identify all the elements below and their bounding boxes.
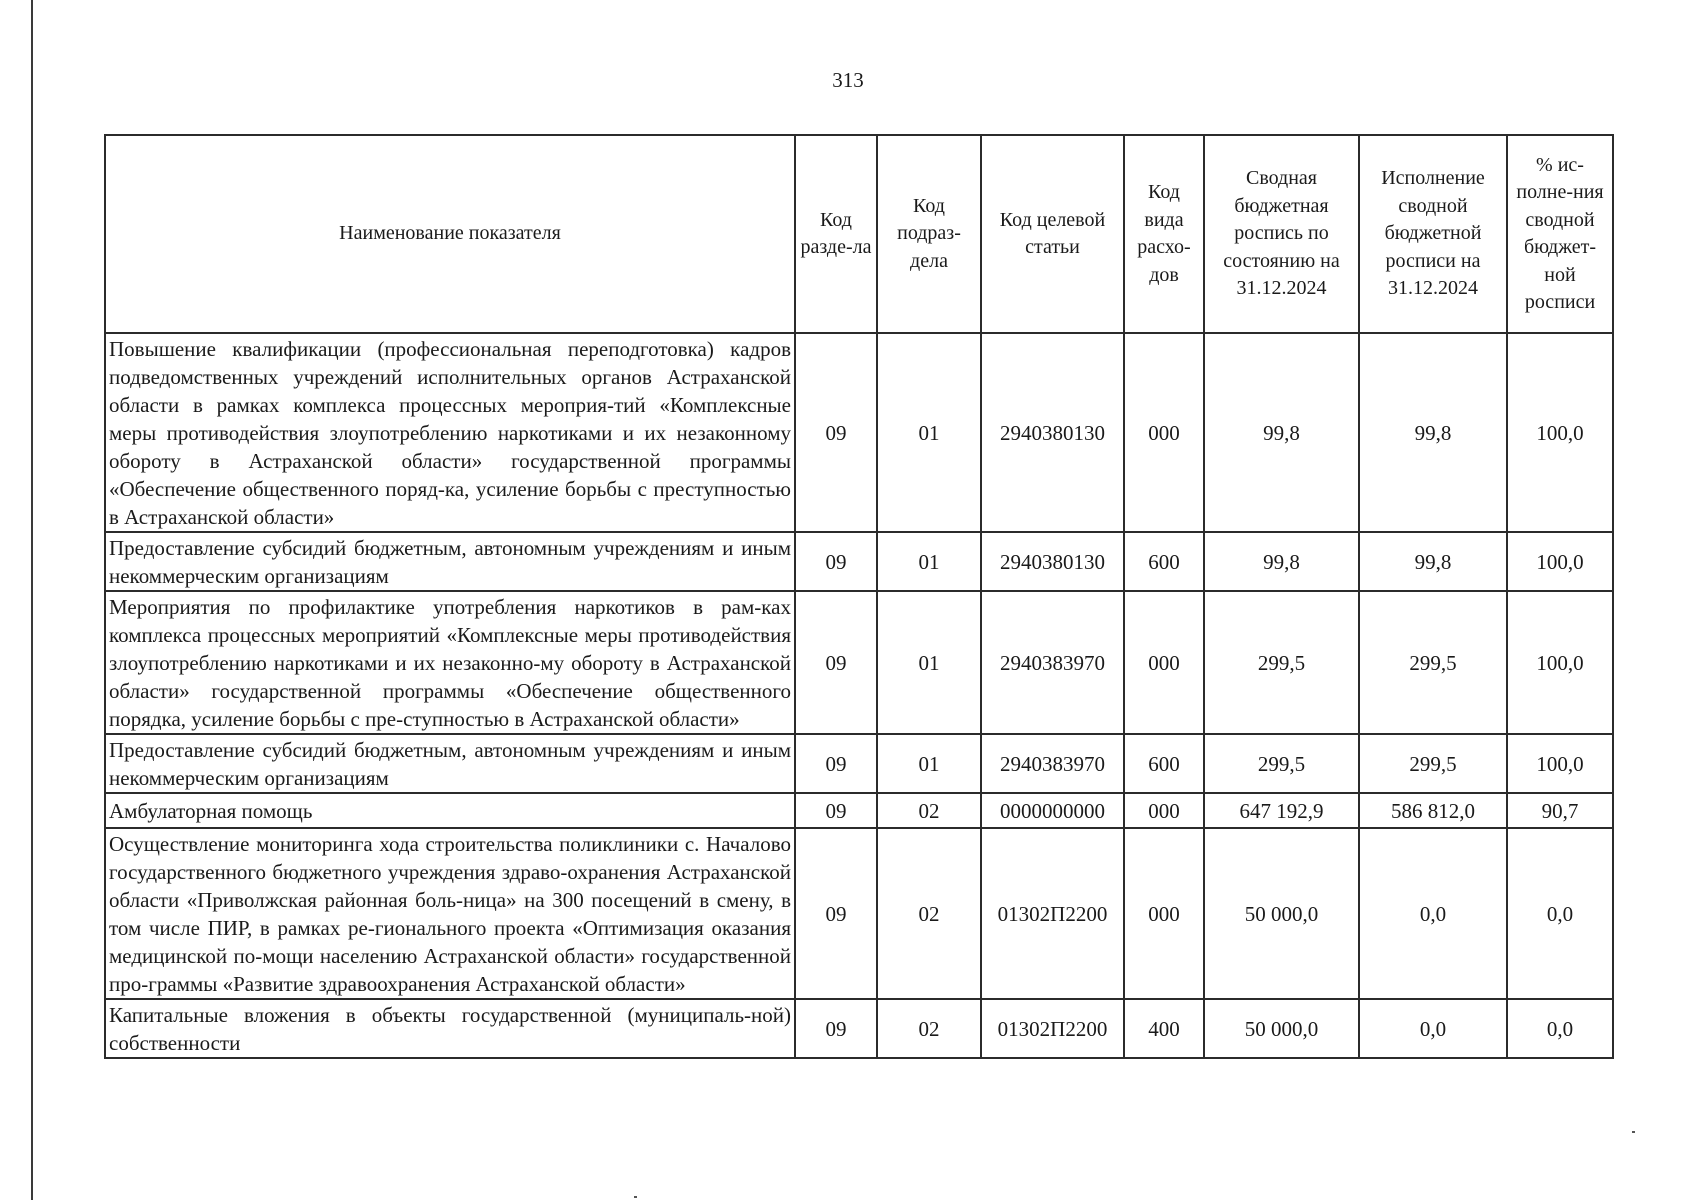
row-percent: 0,0 <box>1507 999 1613 1058</box>
row-podrazdel: 01 <box>877 333 981 532</box>
page-number: 313 <box>832 68 864 92</box>
row-rospis: 647 192,9 <box>1204 793 1359 828</box>
table-row <box>105 532 1613 591</box>
row-name: Предоставление субсидий бюджетным, автономным учреждениям и иным некоммерческим организациям <box>105 532 795 591</box>
budget-table <box>104 134 1614 1059</box>
row-percent: 100,0 <box>1507 333 1613 532</box>
row-name: Повышение квалификации (профессиональная переподготовка) кадров подведомственных учреждений исполнительных органов Астраханской области в рамках комплекса процессных мероприя-тий «Комплексные меры противодействия злоупотреблению наркотиками и их незаконному обороту в Астраханской области» государственной программы «Обеспечение общественного поряд-ка, усиление борьбы с преступностью в Астраханской области» <box>105 333 795 532</box>
row-ispolnenie: 0,0 <box>1359 828 1507 999</box>
row-percent: 90,7 <box>1507 793 1613 828</box>
row-vid: 000 <box>1124 828 1204 999</box>
scan-speck <box>1632 1131 1635 1133</box>
row-celevaya: 2940383970 <box>981 591 1124 734</box>
row-celevaya: 01302П2200 <box>981 999 1124 1058</box>
row-razdel: 09 <box>795 999 877 1058</box>
header-celevaya: Код целевой статьи <box>981 135 1124 333</box>
row-rospis: 99,8 <box>1204 333 1359 532</box>
row-name: Предоставление субсидий бюджетным, автономным учреждениям и иным некоммерческим организациям <box>105 734 795 793</box>
row-celevaya: 2940380130 <box>981 333 1124 532</box>
row-podrazdel: 01 <box>877 532 981 591</box>
row-rospis: 299,5 <box>1204 591 1359 734</box>
row-razdel: 09 <box>795 591 877 734</box>
row-celevaya: 2940380130 <box>981 532 1124 591</box>
table-row <box>105 793 1613 828</box>
row-rospis: 299,5 <box>1204 734 1359 793</box>
row-vid: 000 <box>1124 591 1204 734</box>
row-ispolnenie: 299,5 <box>1359 591 1507 734</box>
table-row <box>105 591 1613 734</box>
row-name: Мероприятия по профилактике употребления наркотиков в рам-ках комплекса процессных мероприятий «Комплексные меры противодействия злоупотреблению наркотиками и их незаконно-му обороту в Астраханской области» государственной программы «Обеспечение общественного порядка, усиление борьбы с пре-ступностью в Астраханской области» <box>105 591 795 734</box>
row-razdel: 09 <box>795 734 877 793</box>
row-ispolnenie: 0,0 <box>1359 999 1507 1058</box>
table-row <box>105 734 1613 793</box>
row-ispolnenie: 99,8 <box>1359 333 1507 532</box>
header-razdel: Код разде-ла <box>795 135 877 333</box>
row-vid: 000 <box>1124 793 1204 828</box>
row-name: Амбулаторная помощь <box>105 793 795 828</box>
row-vid: 400 <box>1124 999 1204 1058</box>
table-row <box>105 828 1613 999</box>
header-vid: Код вида расхо-дов <box>1124 135 1204 333</box>
row-razdel: 09 <box>795 333 877 532</box>
row-percent: 100,0 <box>1507 532 1613 591</box>
header-percent: % ис-полне-ния сводной бюджет-ной росписи <box>1507 135 1613 333</box>
row-razdel: 09 <box>795 828 877 999</box>
row-vid: 600 <box>1124 734 1204 793</box>
row-ispolnenie: 586 812,0 <box>1359 793 1507 828</box>
row-name: Осуществление мониторинга хода строительства поликлиники с. Началово государственного бюджетного учреждения здраво-охранения Астраханской области «Приволжская районная боль-ница» на 300 посещений в смену, в том числе ПИР, в рамках ре-гионального проекта «Оптимизация оказания медицинской по-мощи населению Астраханской области» государственной про-граммы «Развитие здравоохранения Астраханской области» <box>105 828 795 999</box>
row-vid: 600 <box>1124 532 1204 591</box>
header-ispolnenie: Исполнение сводной бюджетной росписи на 31.12.2024 <box>1359 135 1507 333</box>
row-ispolnenie: 99,8 <box>1359 532 1507 591</box>
row-rospis: 99,8 <box>1204 532 1359 591</box>
row-razdel: 09 <box>795 793 877 828</box>
header-name: Наименование показателя <box>105 135 795 333</box>
row-rospis: 50 000,0 <box>1204 828 1359 999</box>
row-percent: 100,0 <box>1507 591 1613 734</box>
row-percent: 0,0 <box>1507 828 1613 999</box>
row-name: Капитальные вложения в объекты государственной (муниципаль-ной) собственности <box>105 999 795 1058</box>
row-podrazdel: 02 <box>877 793 981 828</box>
row-celevaya: 2940383970 <box>981 734 1124 793</box>
row-podrazdel: 02 <box>877 828 981 999</box>
table-row <box>105 999 1613 1058</box>
row-podrazdel: 02 <box>877 999 981 1058</box>
row-podrazdel: 01 <box>877 734 981 793</box>
header-podrazdel: Код подраз-дела <box>877 135 981 333</box>
scan-speck <box>634 1196 637 1198</box>
row-rospis: 50 000,0 <box>1204 999 1359 1058</box>
row-podrazdel: 01 <box>877 591 981 734</box>
row-razdel: 09 <box>795 532 877 591</box>
table-row <box>105 333 1613 532</box>
row-vid: 000 <box>1124 333 1204 532</box>
row-ispolnenie: 299,5 <box>1359 734 1507 793</box>
binding-edge-line <box>31 0 33 1200</box>
row-celevaya: 01302П2200 <box>981 828 1124 999</box>
row-celevaya: 0000000000 <box>981 793 1124 828</box>
row-percent: 100,0 <box>1507 734 1613 793</box>
header-rospis: Сводная бюджетная роспись по состоянию на 31.12.2024 <box>1204 135 1359 333</box>
table-header-row <box>105 135 1613 333</box>
